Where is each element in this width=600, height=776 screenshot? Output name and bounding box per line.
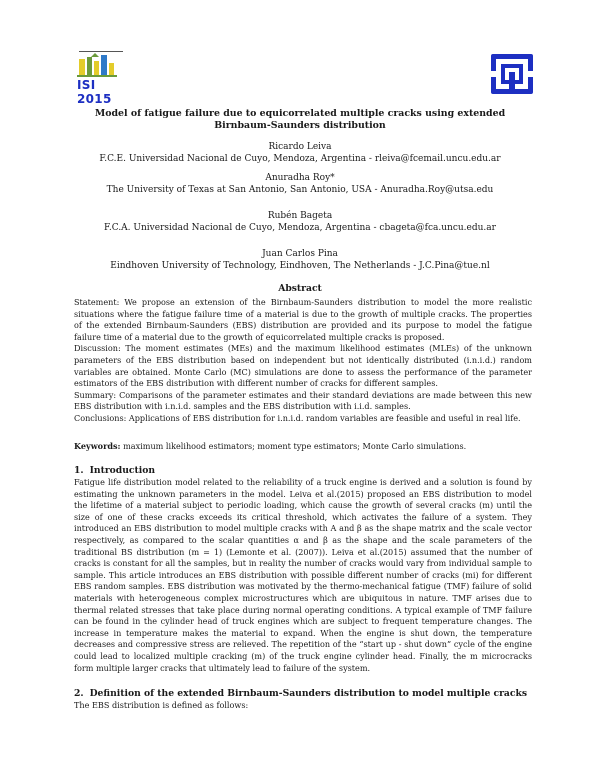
- section-title: Introduction: [89, 465, 156, 476]
- abstract-discussion: Discussion: The moment estimates (MEs) and the maximum likelihood estimates (MLEs) of the unknown parameters of the EBS distribution based on independent but not identically distributed (i.n.i.d.) random variables are obtained. Monte Carlo (MC) simulations are done to assess the performance of the parameter estimators of the EBS distribution with different number of cracks for different samples.: [74, 343, 532, 389]
- author-affiliation: Eindhoven University of Technology, Eindhoven, The Netherlands - J.C.Pina@tue.nl: [110, 261, 490, 271]
- section-heading: [74, 688, 527, 699]
- definition-body: [74, 700, 532, 712]
- author-name: Rubén Bageta: [267, 211, 333, 221]
- paper-title-line1: Model of fatigue failure due to equicorrelated multiple cracks using extended: [94, 108, 506, 119]
- author-name: Anuradha Roy*: [265, 173, 335, 183]
- abstract-body: [74, 297, 532, 425]
- author-affiliation: F.C.E. Universidad Nacional de Cuyo, Mendoza, Argentina - rleiva@fcemail.uncu.edu.ar: [99, 154, 501, 164]
- author-name: Ricardo Leiva: [268, 142, 332, 152]
- author-block: [60, 141, 540, 165]
- institution-logo-icon: [490, 53, 534, 95]
- isi-2015-logo: [77, 53, 121, 106]
- abstract-summary: Summary: Comparisons of the parameter estimates and their standard deviations are made between this new EBS distribution with i.n.i.d. samples and the EBS distribution with i.i.d. samples.: [74, 389, 532, 412]
- introduction-body: [74, 477, 532, 674]
- author-block: [60, 210, 540, 234]
- keywords: [74, 441, 532, 451]
- keywords-label: Keywords:: [74, 441, 121, 451]
- author-affiliation: The University of Texas at San Antonio, San Antonio, USA - Anuradha.Roy@utsa.edu: [106, 185, 494, 195]
- abstract-conclusions: Conclusions: Applications of EBS distribution for i.n.i.d. random variables are feasible and useful in real life.: [74, 412, 521, 423]
- definition-text: The EBS distribution is defined as follows:: [74, 700, 249, 710]
- author-block: [60, 248, 540, 272]
- author-block: [60, 172, 540, 196]
- author-name: Juan Carlos Pina: [262, 249, 338, 259]
- keywords-text: maximum likelihood estimators; moment type estimators; Monte Carlo simulations.: [123, 441, 467, 451]
- paper-title: [80, 108, 520, 132]
- section-number: 1.: [74, 465, 84, 476]
- abstract-heading: Abstract: [278, 283, 322, 294]
- paper-title-line2: Birnbaum-Saunders distribution: [214, 120, 386, 131]
- header-rule: [79, 51, 123, 52]
- logo-text: ISI 2015: [77, 78, 112, 106]
- section-heading: [74, 465, 155, 476]
- introduction-text: Fatigue life distribution model related to the reliability of a truck engine is derived and a solution is found by estimating the unknown parameters in the model. Leiva et al.(2015) proposed an EBS distribution to model the lifetime of a material subject to periodic loading, which cause the growth of several cracks (m) until the size of one of these cracks exceeds its critical threshold, which activates the failure of a system. They introduced an EBS distribution to model multiple cracks with A and β as the shape matrix and the scale vector respectively, as compared to the scalar quantities α and β as the shape and the scale parameters of the traditional BS distribution (m = 1) (Lemonte et al. (2007)). Leiva et al.(2015) assumed that the number of cracks is constant for all the samples, but in reality the number of cracks would vary from individual sample to sample. This article introduces an EBS distribution with possible different number of cracks (mi) for different EBS random samples. EBS distribution was motivated by the thermo-mechanical fatigue (TMF) failure of solid materials with heterogeneous complex microstructures which are ubiquitous in nature. TMF arises due to thermal related stresses that take place during normal operating conditions. A typical example of TMF failure can be found in the cylinder head of truck engines which are subject to frequent temperature changes. The increase in temperature makes the material to expand. When the engine is shut down, the temperature decreases and compressive stress are relieved. The repetition of the “start up - shut down” cycle of the engine could lead to localized multiple cracking (m) of the truck engine cylinder head. Finally, the m microcracks form multiple larger cracks that ultimately lead to failure of the system.: [74, 477, 532, 673]
- section-number: 2.: [74, 688, 84, 699]
- institution-logo: [490, 53, 534, 95]
- abstract-statement: Statement: We propose an extension of the Birnbaum-Saunders distribution to model the more realistic situations where the fatigue failure time of a material is due to the growth of multiple cracks. The properties of the extended Birnbaum-Saunders (EBS) distribution are provided and its purpose to model the fatigue failure time of a material due to the growth of equicorrelated multiple cracks is proposed.: [74, 297, 532, 342]
- author-affiliation: F.C.A. Universidad Nacional de Cuyo, Mendoza, Argentina - cbageta@fca.uncu.edu.ar: [104, 223, 496, 233]
- section-title: Definition of the extended Birnbaum-Saunders distribution to model multiple cracks: [89, 688, 528, 699]
